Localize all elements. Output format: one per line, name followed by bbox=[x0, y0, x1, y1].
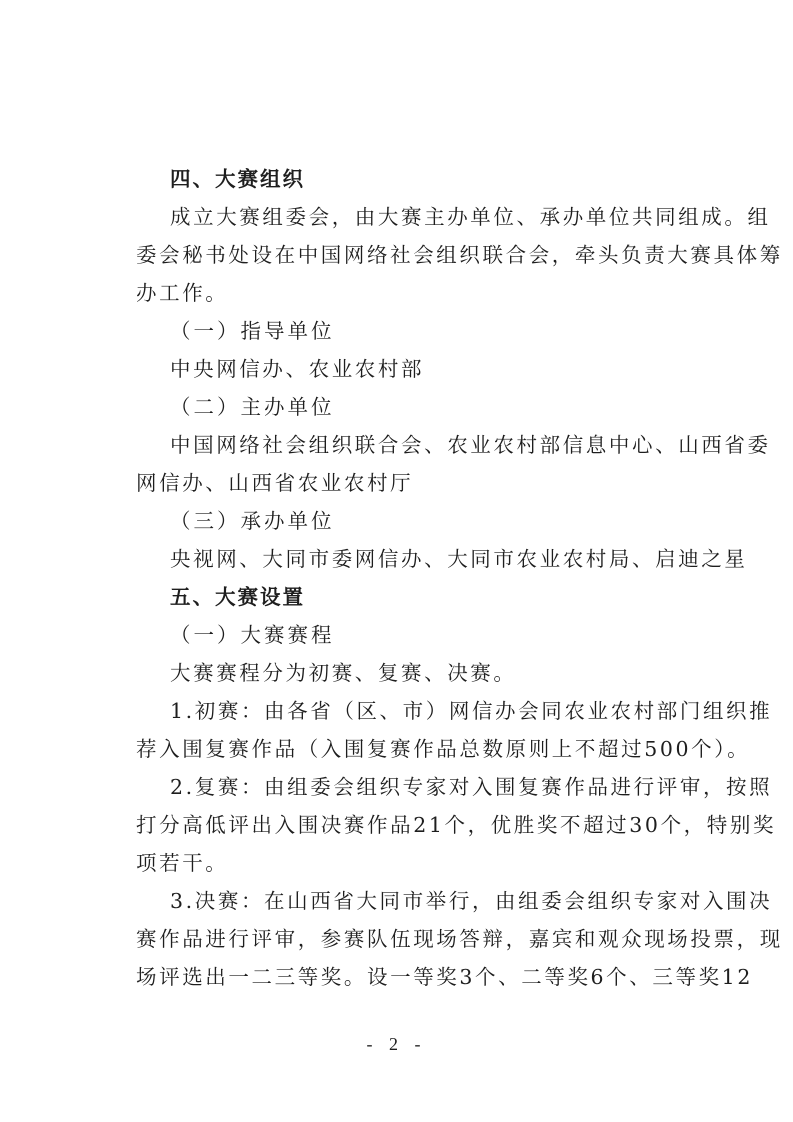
page-number: - 2 - bbox=[366, 1034, 427, 1054]
paragraph-line: 3.决赛：在山西省大同市举行，由组委会组织专家对入围决 bbox=[170, 889, 773, 913]
subheading-host: （二）主办单位 bbox=[170, 395, 335, 419]
paragraph-line: 项若干。 bbox=[136, 851, 229, 875]
paragraph-line: 成立大赛组委会，由大赛主办单位、承办单位共同组成。组 bbox=[170, 205, 771, 229]
paragraph-line: 大赛赛程分为初赛、复赛、决赛。 bbox=[170, 661, 517, 685]
paragraph-line: 场评选出一二三等奖。设一等奖3个、二等奖6个、三等奖12 bbox=[136, 965, 753, 989]
paragraph-line: 1.初赛：由各省（区、市）网信办会同农业农村部门组织推 bbox=[170, 699, 773, 723]
paragraph-line: 2.复赛：由组委会组织专家对入围复赛作品进行评审，按照 bbox=[170, 775, 773, 799]
paragraph-line: 荐入围复赛作品（入围复赛作品总数原则上不超过500个）。 bbox=[136, 737, 751, 761]
paragraph-line: 中央网信办、农业农村部 bbox=[170, 357, 425, 381]
paragraph-line: 打分高低评出入围决赛作品21个，优胜奖不超过30个，特别奖 bbox=[136, 813, 777, 837]
subheading-guide: （一）指导单位 bbox=[170, 319, 335, 343]
subheading-schedule: （一）大赛赛程 bbox=[170, 623, 335, 647]
paragraph-line: 中国网络社会组织联合会、农业农村部信息中心、山西省委 bbox=[170, 433, 771, 457]
section-heading-4: 四、大赛组织 bbox=[170, 167, 305, 191]
paragraph-line: 办工作。 bbox=[136, 281, 229, 305]
paragraph-line: 赛作品进行评审，参赛队伍现场答辩，嘉宾和观众现场投票，现 bbox=[136, 927, 783, 951]
paragraph-line: 委会秘书处设在中国网络社会组织联合会，牵头负责大赛具体筹 bbox=[136, 243, 783, 267]
section-heading-5: 五、大赛设置 bbox=[170, 585, 305, 609]
paragraph-line: 央视网、大同市委网信办、大同市农业农村局、启迪之星 bbox=[170, 547, 748, 571]
subheading-organizer: （三）承办单位 bbox=[170, 509, 335, 533]
paragraph-line: 网信办、山西省农业农村厅 bbox=[136, 471, 414, 495]
